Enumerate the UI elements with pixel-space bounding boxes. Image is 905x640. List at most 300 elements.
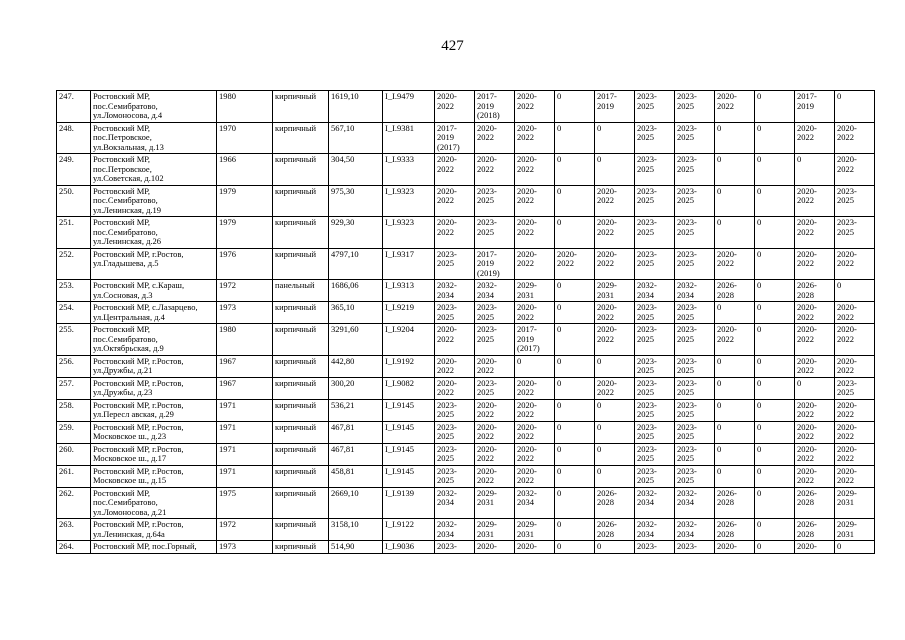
table-cell: 0 bbox=[755, 399, 795, 421]
table-cell: 0 bbox=[715, 122, 755, 154]
table-cell: 0 bbox=[835, 91, 875, 123]
address-cell: Ростовский МР, г.Ростов, ул.Дружбы, д.23 bbox=[91, 377, 217, 399]
table-cell: 0 bbox=[555, 377, 595, 399]
table-cell: I_I.9204 bbox=[383, 324, 435, 356]
table-cell: 0 bbox=[835, 280, 875, 302]
table-cell: 2020- 2022 bbox=[435, 91, 475, 123]
table-cell: 0 bbox=[755, 248, 795, 280]
table-cell: 4797,10 bbox=[329, 248, 383, 280]
table-cell: 2020- 2022 bbox=[835, 248, 875, 280]
table-cell: 2026- 2028 bbox=[595, 519, 635, 541]
table-cell: I_I.9323 bbox=[383, 185, 435, 217]
table-cell: 2020- 2022 bbox=[795, 421, 835, 443]
table-row bbox=[57, 377, 875, 399]
row-number-cell: 255. bbox=[57, 324, 91, 356]
table-cell: I_I.9313 bbox=[383, 280, 435, 302]
table-cell: 2023- 2025 bbox=[835, 217, 875, 249]
table-cell: 2020- bbox=[475, 541, 515, 554]
table-cell: 2023- 2025 bbox=[675, 122, 715, 154]
table-cell: 2020- 2022 bbox=[515, 302, 555, 324]
table-cell: I_I.9323 bbox=[383, 217, 435, 249]
table-row bbox=[57, 443, 875, 465]
table-cell: 2020- 2022 bbox=[515, 443, 555, 465]
table-cell: кирпичный bbox=[273, 185, 329, 217]
table-cell: 2020- 2022 bbox=[555, 248, 595, 280]
table-cell: 2023- 2025 bbox=[675, 185, 715, 217]
address-cell: Ростовский МР, пос.Семибратово, ул.Ломоносова, д.21 bbox=[91, 487, 217, 519]
table-cell: 0 bbox=[595, 443, 635, 465]
table-cell: 2029- 2031 bbox=[835, 519, 875, 541]
table-row bbox=[57, 185, 875, 217]
table-cell: 0 bbox=[595, 399, 635, 421]
table-cell: 0 bbox=[555, 541, 595, 554]
table-cell: 0 bbox=[755, 280, 795, 302]
table-cell: 0 bbox=[555, 519, 595, 541]
table-cell: 2020- 2022 bbox=[475, 399, 515, 421]
table-cell: 536,21 bbox=[329, 399, 383, 421]
table-cell: 2023- 2025 bbox=[435, 302, 475, 324]
table-cell: 2020- 2022 bbox=[515, 248, 555, 280]
row-number-cell: 254. bbox=[57, 302, 91, 324]
table-cell: I_I.9082 bbox=[383, 377, 435, 399]
table-cell: 1980 bbox=[217, 324, 273, 356]
table-cell: 0 bbox=[755, 377, 795, 399]
table-cell: 2020- 2022 bbox=[515, 377, 555, 399]
table-cell: 458,81 bbox=[329, 465, 383, 487]
table-cell: 2023- 2025 bbox=[635, 91, 675, 123]
table-cell: 0 bbox=[755, 185, 795, 217]
table-cell: 975,30 bbox=[329, 185, 383, 217]
table-cell: 0 bbox=[715, 355, 755, 377]
address-cell: Ростовский МР, г.Ростов, ул.Ленинская, д.64а bbox=[91, 519, 217, 541]
table-row bbox=[57, 465, 875, 487]
row-number-cell: 248. bbox=[57, 122, 91, 154]
table-cell: 2669,10 bbox=[329, 487, 383, 519]
table-cell: кирпичный bbox=[273, 355, 329, 377]
table-cell: 2023- 2025 bbox=[635, 421, 675, 443]
table-cell: 1979 bbox=[217, 217, 273, 249]
address-cell: Ростовский МР, г.Ростов, Московское ш., д.23 bbox=[91, 421, 217, 443]
table-cell: 1976 bbox=[217, 248, 273, 280]
table-cell: 929,30 bbox=[329, 217, 383, 249]
table-cell: 2020- 2022 bbox=[835, 324, 875, 356]
table-row bbox=[57, 91, 875, 123]
table-cell: 2032- 2034 bbox=[435, 487, 475, 519]
table-cell: 2023- 2025 bbox=[475, 324, 515, 356]
table-cell: 0 bbox=[755, 324, 795, 356]
table-cell: 0 bbox=[715, 154, 755, 186]
table-cell: 2026- 2028 bbox=[715, 487, 755, 519]
table-cell: 2032- 2034 bbox=[435, 280, 475, 302]
table-cell: I_I.9317 bbox=[383, 248, 435, 280]
table-cell: I_I.9479 bbox=[383, 91, 435, 123]
table-cell: 0 bbox=[555, 217, 595, 249]
table-cell: 2023- 2025 bbox=[835, 377, 875, 399]
table-cell: 1973 bbox=[217, 302, 273, 324]
table-cell: 2020- 2022 bbox=[475, 421, 515, 443]
table-cell: 2032- 2034 bbox=[635, 280, 675, 302]
table-cell: 1980 bbox=[217, 91, 273, 123]
table-cell: 2020- 2022 bbox=[475, 465, 515, 487]
table-cell: 0 bbox=[595, 122, 635, 154]
row-number-cell: 261. bbox=[57, 465, 91, 487]
table-cell: 2023- 2025 bbox=[475, 217, 515, 249]
table-cell: 2020- 2022 bbox=[515, 154, 555, 186]
table-cell: 0 bbox=[835, 541, 875, 554]
table-cell: 2029- 2031 bbox=[475, 487, 515, 519]
table-cell: 0 bbox=[795, 377, 835, 399]
table-cell: 2023- 2025 bbox=[635, 217, 675, 249]
row-number-cell: 251. bbox=[57, 217, 91, 249]
table-cell: I_I.9219 bbox=[383, 302, 435, 324]
address-cell: Ростовский МР, г.Ростов, ул.Гладышева, д.5 bbox=[91, 248, 217, 280]
table-cell: 1971 bbox=[217, 443, 273, 465]
table-cell: 2020- 2022 bbox=[835, 355, 875, 377]
table-cell: 2023- 2025 bbox=[475, 377, 515, 399]
table-cell: кирпичный bbox=[273, 541, 329, 554]
address-cell: Ростовский МР, пос.Семибратово, ул.Ломоносова, д.4 bbox=[91, 91, 217, 123]
table-cell: 2023- 2025 bbox=[675, 248, 715, 280]
table-cell: 2017- 2019 bbox=[595, 91, 635, 123]
table-cell: 0 bbox=[715, 185, 755, 217]
table-cell: I_I.9145 bbox=[383, 399, 435, 421]
table-cell: 1971 bbox=[217, 465, 273, 487]
table-cell: 0 bbox=[555, 154, 595, 186]
table-cell: 2020- 2022 bbox=[715, 248, 755, 280]
table-cell: 2029- 2031 bbox=[475, 519, 515, 541]
table-cell: 2026- 2028 bbox=[795, 519, 835, 541]
table-cell: 2020- 2022 bbox=[475, 355, 515, 377]
table-row bbox=[57, 122, 875, 154]
table-cell: кирпичный bbox=[273, 91, 329, 123]
table-cell: I_I.9122 bbox=[383, 519, 435, 541]
table-cell: 2020- 2022 bbox=[435, 324, 475, 356]
table-cell: 1686,06 bbox=[329, 280, 383, 302]
table-cell: 2023- 2025 bbox=[635, 399, 675, 421]
table-cell: кирпичный bbox=[273, 248, 329, 280]
row-number-cell: 250. bbox=[57, 185, 91, 217]
table-row bbox=[57, 519, 875, 541]
table-cell: 2017- 2019 (2018) bbox=[475, 91, 515, 123]
table-cell: 2020- 2022 bbox=[795, 217, 835, 249]
table-cell: 0 bbox=[715, 302, 755, 324]
table-cell: панельный bbox=[273, 280, 329, 302]
table-cell: кирпичный bbox=[273, 399, 329, 421]
table-cell: 0 bbox=[555, 487, 595, 519]
table-cell: 2026- 2028 bbox=[715, 280, 755, 302]
table-cell: 2020- 2022 bbox=[835, 122, 875, 154]
table-cell: 2032- 2034 bbox=[675, 280, 715, 302]
table-cell: 2020- 2022 bbox=[515, 217, 555, 249]
table-cell: 2023- bbox=[675, 541, 715, 554]
table-cell: 1971 bbox=[217, 399, 273, 421]
table-cell: 2020- 2022 bbox=[835, 465, 875, 487]
row-number-cell: 262. bbox=[57, 487, 91, 519]
table-cell: 0 bbox=[595, 154, 635, 186]
table-cell: 0 bbox=[595, 355, 635, 377]
table-cell: 2023- 2025 bbox=[475, 185, 515, 217]
row-number-cell: 264. bbox=[57, 541, 91, 554]
table-cell: 2023- 2025 bbox=[635, 302, 675, 324]
table-cell: 2020- 2022 bbox=[835, 154, 875, 186]
table-cell: 0 bbox=[555, 443, 595, 465]
table-cell: 0 bbox=[555, 399, 595, 421]
table-cell: 365,10 bbox=[329, 302, 383, 324]
table-cell: 0 bbox=[595, 541, 635, 554]
table-row bbox=[57, 421, 875, 443]
table-cell: 2032- 2034 bbox=[675, 487, 715, 519]
table-cell: 2020- 2022 bbox=[795, 355, 835, 377]
address-cell: Ростовский МР, г.Ростов, ул.Пересл авская, д.29 bbox=[91, 399, 217, 421]
table-cell: 2029- 2031 bbox=[595, 280, 635, 302]
table-cell: 2023- 2025 bbox=[675, 324, 715, 356]
table-cell: I_I.9145 bbox=[383, 421, 435, 443]
table-cell: I_I.9145 bbox=[383, 443, 435, 465]
table-row bbox=[57, 355, 875, 377]
table-cell: 2032- 2034 bbox=[635, 519, 675, 541]
table-cell: 0 bbox=[755, 122, 795, 154]
table-cell: 0 bbox=[715, 421, 755, 443]
table-cell: I_I.9139 bbox=[383, 487, 435, 519]
table-cell: 2026- 2028 bbox=[795, 280, 835, 302]
table-cell: 2023- 2025 bbox=[435, 421, 475, 443]
table-cell: 2020- 2022 bbox=[435, 355, 475, 377]
table-cell: кирпичный bbox=[273, 443, 329, 465]
table-cell: I_I.9036 bbox=[383, 541, 435, 554]
table-cell: кирпичный bbox=[273, 519, 329, 541]
table-cell: 2020- 2022 bbox=[595, 248, 635, 280]
table-cell: 2020- 2022 bbox=[595, 324, 635, 356]
table-cell: 0 bbox=[555, 421, 595, 443]
table-cell: 0 bbox=[515, 355, 555, 377]
table-cell: 2020- 2022 bbox=[475, 154, 515, 186]
table-cell: 2023- 2025 bbox=[675, 217, 715, 249]
table-cell: 0 bbox=[555, 355, 595, 377]
table-cell: 2020- 2022 bbox=[795, 248, 835, 280]
table-cell: 2023- bbox=[435, 541, 475, 554]
table-cell: 2020- 2022 bbox=[475, 122, 515, 154]
table-cell: 2026- 2028 bbox=[715, 519, 755, 541]
table-cell: 0 bbox=[755, 541, 795, 554]
table-cell: 2023- 2025 bbox=[635, 355, 675, 377]
table-cell: 2032- 2034 bbox=[435, 519, 475, 541]
table-cell: кирпичный bbox=[273, 122, 329, 154]
table-cell: 2020- 2022 bbox=[835, 399, 875, 421]
row-number-cell: 256. bbox=[57, 355, 91, 377]
table-cell: 2023- 2025 bbox=[675, 377, 715, 399]
table-cell: 2020- 2022 bbox=[515, 185, 555, 217]
table-cell: 0 bbox=[755, 302, 795, 324]
table-cell: 2023- 2025 bbox=[675, 91, 715, 123]
table-cell: 2020- 2022 bbox=[435, 217, 475, 249]
table-cell: 2020- 2022 bbox=[795, 302, 835, 324]
table-cell: 1973 bbox=[217, 541, 273, 554]
table-cell: 0 bbox=[755, 519, 795, 541]
table-cell: I_I.9381 bbox=[383, 122, 435, 154]
table-cell: 2020- 2022 bbox=[835, 443, 875, 465]
table-cell: кирпичный bbox=[273, 324, 329, 356]
table-row bbox=[57, 487, 875, 519]
table-cell: 2017- 2019 (2017) bbox=[515, 324, 555, 356]
table-cell: 0 bbox=[755, 421, 795, 443]
table-cell: 2020- bbox=[795, 541, 835, 554]
table-cell: 2023- 2025 bbox=[635, 122, 675, 154]
table-cell: 3291,60 bbox=[329, 324, 383, 356]
table-cell: 2023- 2025 bbox=[635, 324, 675, 356]
table-cell: 0 bbox=[755, 91, 795, 123]
row-number-cell: 260. bbox=[57, 443, 91, 465]
table-cell: 442,80 bbox=[329, 355, 383, 377]
table-row bbox=[57, 324, 875, 356]
table-cell: 467,81 bbox=[329, 443, 383, 465]
row-number-cell: 257. bbox=[57, 377, 91, 399]
table-cell: 2023- 2025 bbox=[835, 185, 875, 217]
table-cell: 2020- 2022 bbox=[475, 443, 515, 465]
address-cell: Ростовский МР, пос.Семибратово, ул.Октябрьская, д.9 bbox=[91, 324, 217, 356]
table-cell: 1619,10 bbox=[329, 91, 383, 123]
table-cell: 0 bbox=[555, 280, 595, 302]
table-cell: 0 bbox=[715, 217, 755, 249]
table-cell: 1972 bbox=[217, 519, 273, 541]
table-cell: 0 bbox=[715, 399, 755, 421]
table-cell: 0 bbox=[555, 185, 595, 217]
table-row bbox=[57, 154, 875, 186]
table-cell: 2023- 2025 bbox=[635, 185, 675, 217]
table-cell: I_I.9145 bbox=[383, 465, 435, 487]
table-cell: 2020- bbox=[715, 541, 755, 554]
table-cell: 514,90 bbox=[329, 541, 383, 554]
table-cell: 0 bbox=[715, 443, 755, 465]
table-cell: 2023- 2025 bbox=[675, 421, 715, 443]
table-cell: 2032- 2034 bbox=[515, 487, 555, 519]
table-cell: 0 bbox=[555, 324, 595, 356]
address-cell: Ростовский МР, г.Ростов, ул.Дружбы, д.21 bbox=[91, 355, 217, 377]
table-cell: кирпичный bbox=[273, 217, 329, 249]
table-cell: 300,20 bbox=[329, 377, 383, 399]
table-cell: кирпичный bbox=[273, 465, 329, 487]
table-cell: 2026- 2028 bbox=[595, 487, 635, 519]
table-cell: 2023- 2025 bbox=[635, 465, 675, 487]
table-cell: 0 bbox=[595, 465, 635, 487]
table-cell: 0 bbox=[555, 302, 595, 324]
table-cell: 0 bbox=[555, 122, 595, 154]
table-cell: 3158,10 bbox=[329, 519, 383, 541]
table-cell: 2020- 2022 bbox=[595, 302, 635, 324]
table-cell: 0 bbox=[715, 465, 755, 487]
table-cell: I_I.9333 bbox=[383, 154, 435, 186]
table-cell: 0 bbox=[795, 154, 835, 186]
table-cell: кирпичный bbox=[273, 421, 329, 443]
table-cell: 1975 bbox=[217, 487, 273, 519]
address-cell: Ростовский МР, пос.Петровское, ул.Вокзальная, д.13 bbox=[91, 122, 217, 154]
row-number-cell: 247. bbox=[57, 91, 91, 123]
address-cell: Ростовский МР, пос.Горный, bbox=[91, 541, 217, 554]
address-cell: Ростовский МР, г.Ростов, Московское ш., д.15 bbox=[91, 465, 217, 487]
table-cell: 1972 bbox=[217, 280, 273, 302]
table-cell: 2017- 2019 bbox=[795, 91, 835, 123]
table-cell: 2023- 2025 bbox=[635, 443, 675, 465]
address-cell: Ростовский МР, с.Лазарцево, ул.Центральная, д.4 bbox=[91, 302, 217, 324]
table-cell: 2032- 2034 bbox=[635, 487, 675, 519]
table-cell: 2020- 2022 bbox=[515, 122, 555, 154]
table-row bbox=[57, 280, 875, 302]
table-row bbox=[57, 302, 875, 324]
table-cell: 2023- 2025 bbox=[635, 154, 675, 186]
table-cell: 2023- 2025 bbox=[475, 302, 515, 324]
table-cell: 2020- 2022 bbox=[515, 399, 555, 421]
row-number-cell: 253. bbox=[57, 280, 91, 302]
address-cell: Ростовский МР, пос.Семибратово, ул.Ленинская, д.19 bbox=[91, 185, 217, 217]
address-cell: Ростовский МР, с.Караш, ул.Сосновая, д.3 bbox=[91, 280, 217, 302]
table-cell: 2023- 2025 bbox=[675, 443, 715, 465]
table-cell: 2023- 2025 bbox=[435, 248, 475, 280]
table-cell: 2020- 2022 bbox=[515, 91, 555, 123]
table-cell: 2020- 2022 bbox=[435, 154, 475, 186]
row-number-cell: 259. bbox=[57, 421, 91, 443]
table-cell: 1966 bbox=[217, 154, 273, 186]
address-cell: Ростовский МР, пос.Петровское, ул.Советская, д.102 bbox=[91, 154, 217, 186]
address-cell: Ростовский МР, г.Ростов, Московское ш., д.17 bbox=[91, 443, 217, 465]
table-cell: 2023- 2025 bbox=[435, 443, 475, 465]
table-cell: 0 bbox=[715, 377, 755, 399]
table-cell: 0 bbox=[755, 487, 795, 519]
table-cell: 2020- 2022 bbox=[435, 377, 475, 399]
table-cell: 2020- 2022 bbox=[795, 399, 835, 421]
table-cell: 1967 bbox=[217, 377, 273, 399]
table-cell: 1970 bbox=[217, 122, 273, 154]
table-cell: 2029- 2031 bbox=[515, 519, 555, 541]
table-cell: 0 bbox=[755, 443, 795, 465]
table-cell: 2020- 2022 bbox=[515, 465, 555, 487]
table-cell: 0 bbox=[755, 355, 795, 377]
table-cell: 2020- 2022 bbox=[515, 421, 555, 443]
table-row bbox=[57, 248, 875, 280]
table-cell: 2020- 2022 bbox=[795, 443, 835, 465]
table-cell: 2029- 2031 bbox=[515, 280, 555, 302]
table-cell: 2023- 2025 bbox=[675, 399, 715, 421]
table-cell: 2023- 2025 bbox=[435, 465, 475, 487]
table-cell: кирпичный bbox=[273, 154, 329, 186]
row-number-cell: 249. bbox=[57, 154, 91, 186]
table-cell: 2023- 2025 bbox=[435, 399, 475, 421]
table-cell: 1967 bbox=[217, 355, 273, 377]
table-row bbox=[57, 399, 875, 421]
table-cell: 2029- 2031 bbox=[835, 487, 875, 519]
table-cell: 2020- 2022 bbox=[435, 185, 475, 217]
table-cell: 2023- 2025 bbox=[675, 154, 715, 186]
table-cell: 2020- 2022 bbox=[595, 217, 635, 249]
table-cell: 2020- 2022 bbox=[715, 91, 755, 123]
table-cell: 2020- 2022 bbox=[715, 324, 755, 356]
table-cell: I_I.9192 bbox=[383, 355, 435, 377]
row-number-cell: 258. bbox=[57, 399, 91, 421]
page-number: 427 bbox=[441, 38, 464, 54]
table-cell: кирпичный bbox=[273, 377, 329, 399]
table-cell: 0 bbox=[555, 91, 595, 123]
table-cell: кирпичный bbox=[273, 302, 329, 324]
table-cell: 2017- 2019 (2017) bbox=[435, 122, 475, 154]
table-cell: 304,50 bbox=[329, 154, 383, 186]
table-cell: 0 bbox=[755, 154, 795, 186]
table-cell: 2020- 2022 bbox=[595, 185, 635, 217]
table-cell: 2020- 2022 bbox=[835, 302, 875, 324]
table-cell: кирпичный bbox=[273, 487, 329, 519]
table-cell: 1971 bbox=[217, 421, 273, 443]
table-cell: 2020- 2022 bbox=[835, 421, 875, 443]
table-cell: 0 bbox=[755, 465, 795, 487]
table-cell: 2023- 2025 bbox=[675, 302, 715, 324]
table-cell: 1979 bbox=[217, 185, 273, 217]
